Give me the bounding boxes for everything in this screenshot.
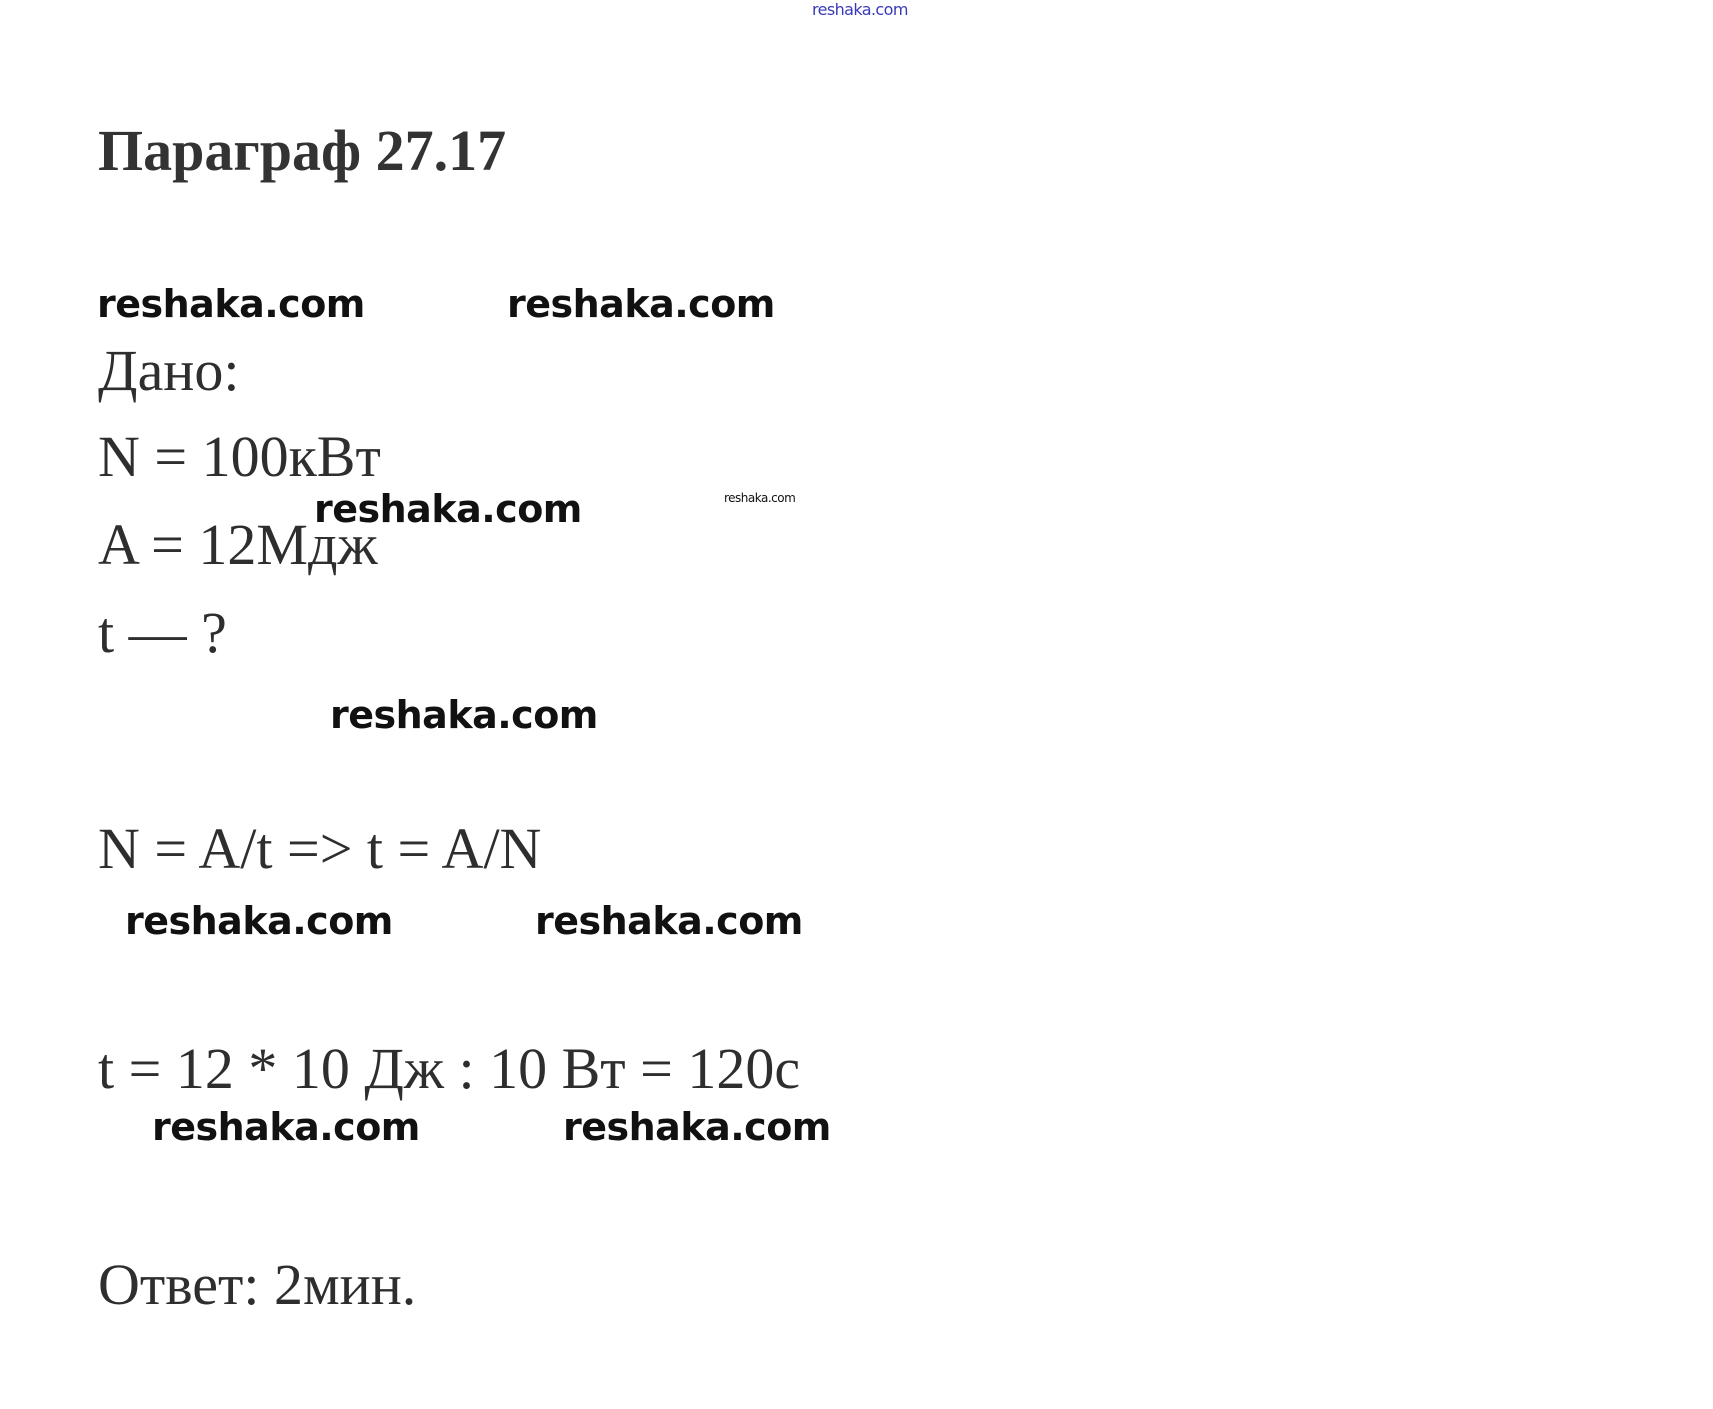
- given-heading: Дано:: [98, 338, 240, 403]
- watermark-text: reshaka.com: [507, 282, 775, 326]
- given-line-work: A = 12Мдж: [98, 512, 378, 577]
- watermark-text: reshaka.com: [535, 899, 803, 943]
- watermark-text: reshaka.com: [314, 487, 582, 531]
- watermark-text-small: reshaka.com: [724, 491, 796, 505]
- given-line-unknown: t — ?: [98, 600, 227, 665]
- header-watermark: reshaka.com: [812, 0, 908, 19]
- page-title: Параграф 27.17: [98, 118, 507, 183]
- solution-calculation: t = 12 * 10 Дж : 10 Вт = 120с: [98, 1036, 801, 1101]
- watermark-text: reshaka.com: [125, 899, 393, 943]
- watermark-text: reshaka.com: [563, 1105, 831, 1149]
- solution-formula: N = A/t => t = A/N: [98, 816, 542, 881]
- watermark-text: reshaka.com: [152, 1105, 420, 1149]
- watermark-text: reshaka.com: [97, 282, 365, 326]
- given-line-power: N = 100кВт: [98, 424, 381, 489]
- watermark-text: reshaka.com: [330, 693, 598, 737]
- solution-answer: Ответ: 2мин.: [98, 1252, 417, 1317]
